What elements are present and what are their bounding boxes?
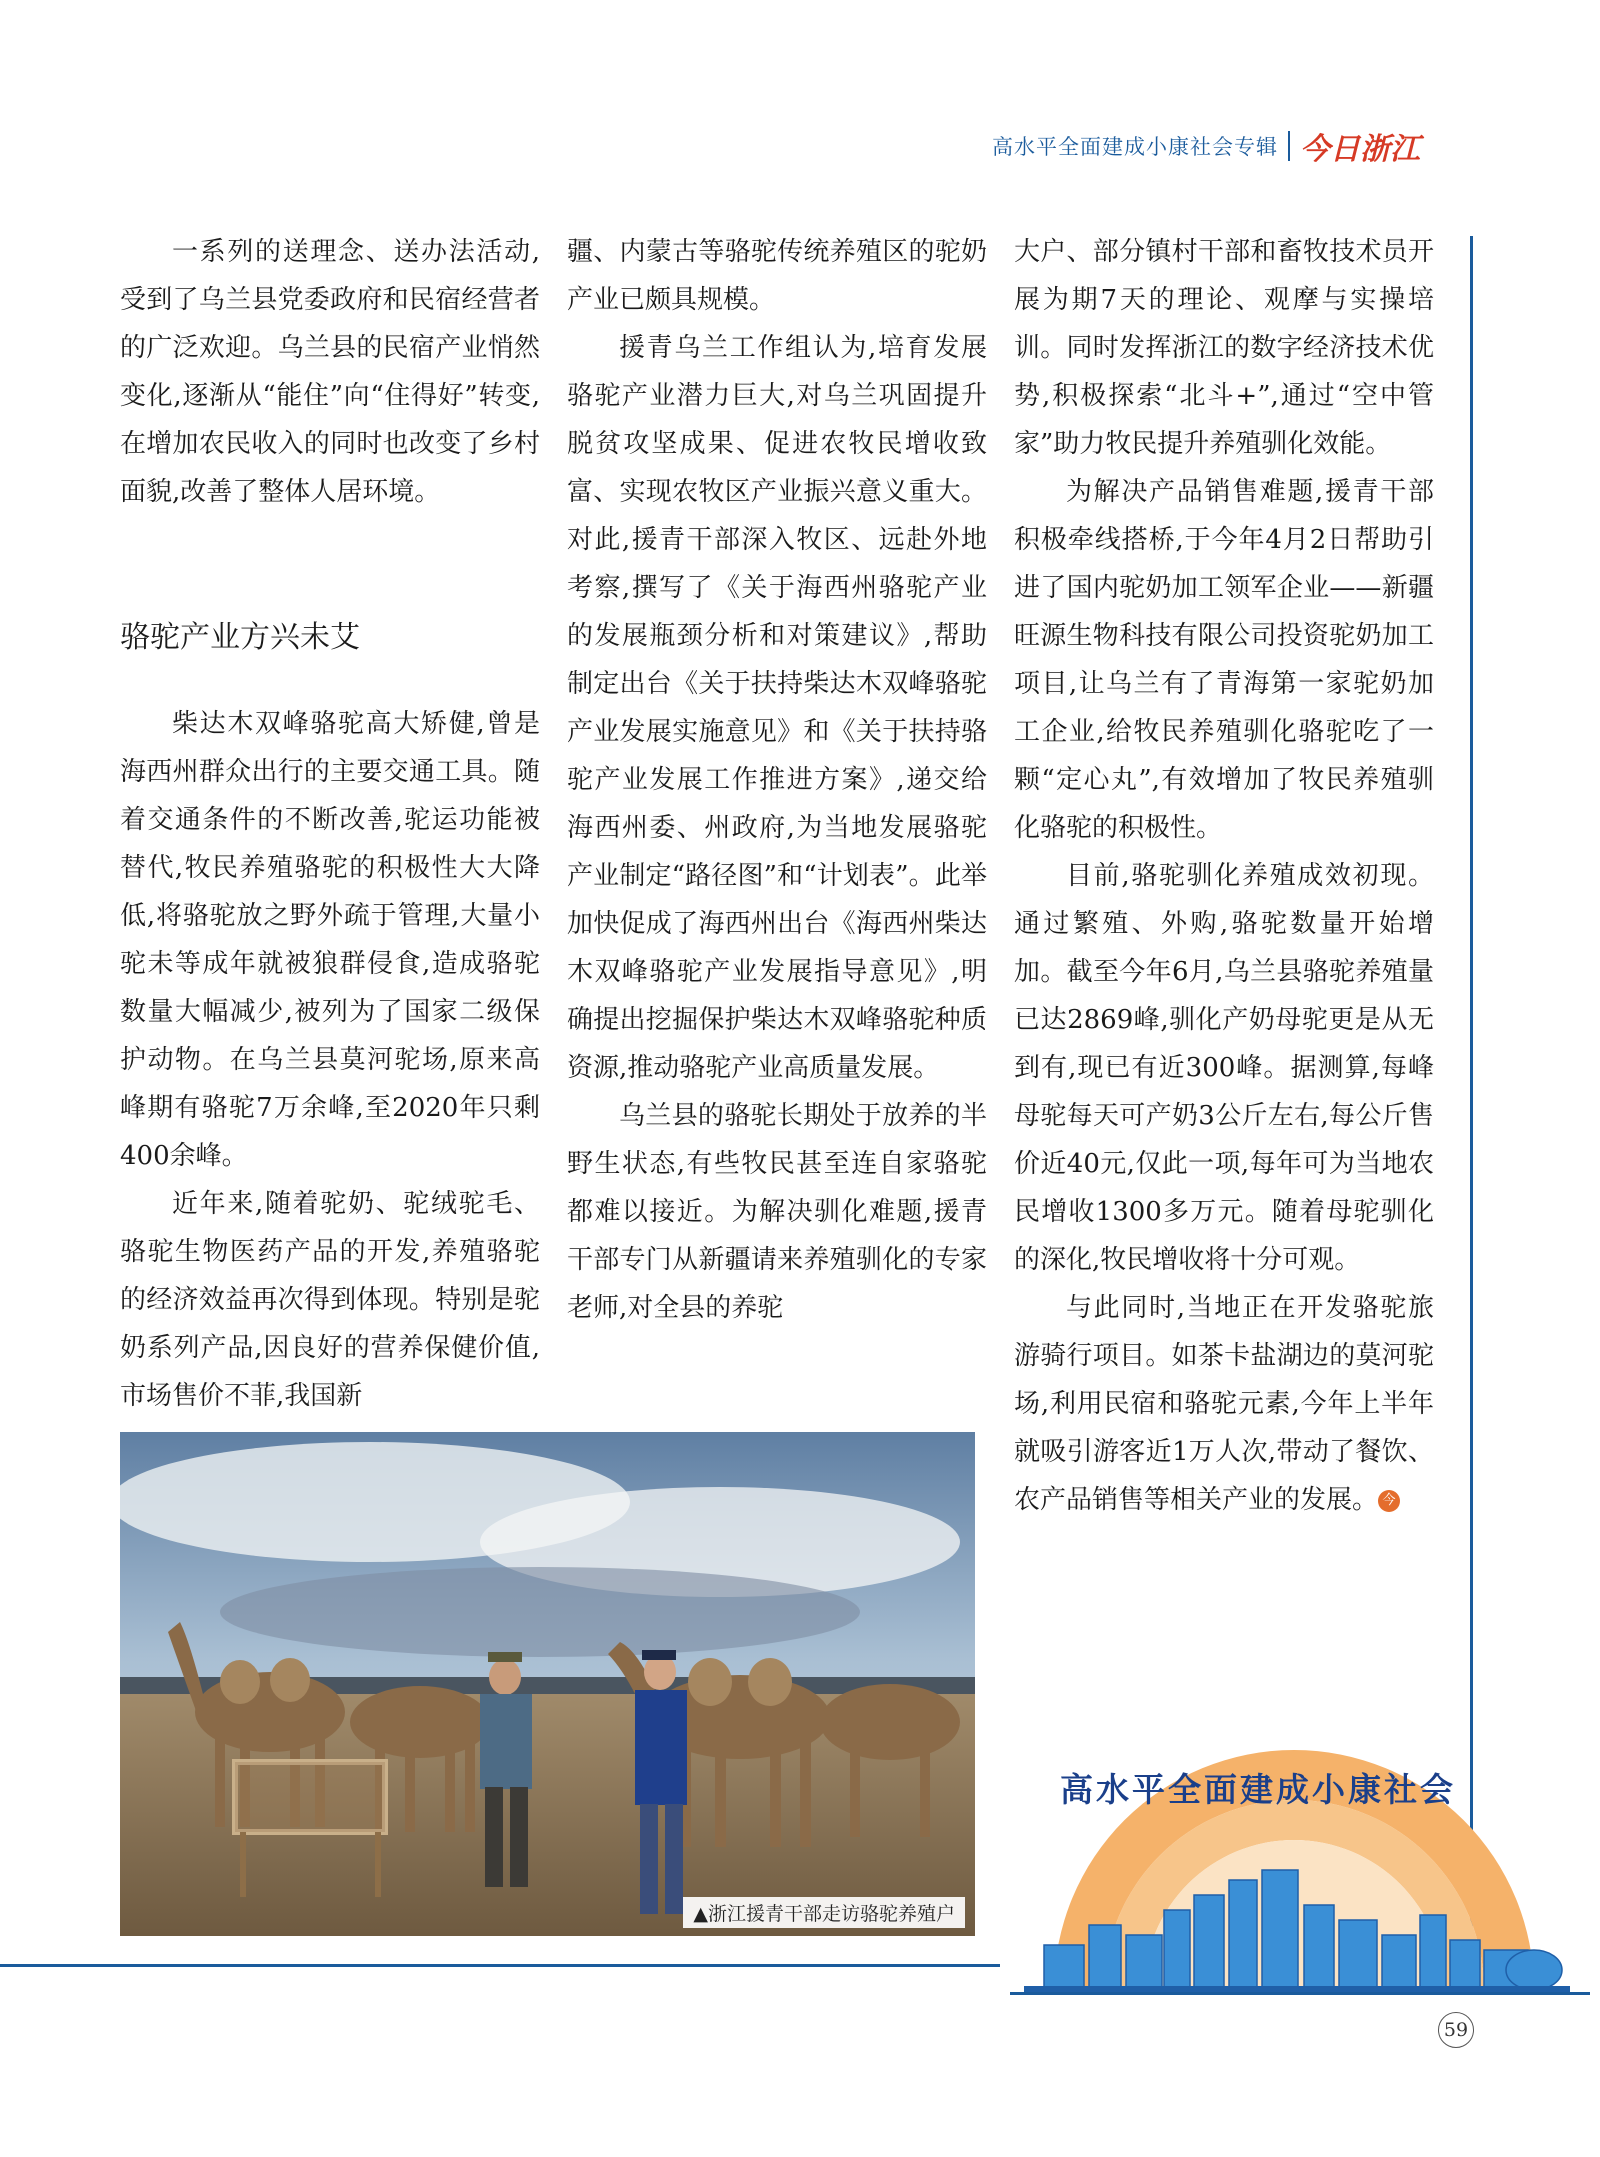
header-divider xyxy=(1288,131,1290,161)
paragraph: 目前,骆驼驯化养殖成效初现。通过繁殖、外购,骆驼数量开始增加。截至今年6月,乌兰县骆驼养殖量已达2869峰,驯化产奶母驼更是从无到有,现已有近300峰。据测算,每峰母驼每天可产奶3公斤左右,每公斤售价近40元,仅此一项,每年可为当地农民增收1300多万元。随着母驼驯化的深化,牧民增收将十分可观。 xyxy=(1014,861,1434,1275)
xiaokang-logo xyxy=(1014,1720,1580,2000)
skyline-graphic xyxy=(1014,1720,1580,2000)
paragraph: 柴达木双峰骆驼高大矫健,曾是海西州群众出行的主要交通工具。随着交通条件的不断改善,驼运功能被替代,牧民养殖骆驼的积极性大大降低,将骆驼放之野外疏于管理,大量小驼未等成年就被狼群侵食,造成骆驼数量大幅减少,被列为了国家二级保护动物。在乌兰县莫河驼场,原来高峰期有骆驼7万余峰,至2020年只剩400余峰。 xyxy=(120,709,540,1171)
column-3 xyxy=(1014,228,1434,1524)
column-1 xyxy=(120,228,540,516)
paragraph: 为解决产品销售难题,援青干部积极牵线搭桥,于今年4月2日帮助引进了国内驼奶加工领军企业——新疆旺源生物科技有限公司投资驼奶加工项目,让乌兰有了青海第一家驼奶加工企业,给牧民养殖驯化骆驼吃了一颗“定心丸”,有效增加了牧民养殖驯化骆驼的积极性。 xyxy=(1014,477,1434,843)
photo-illustration xyxy=(120,1432,975,1936)
paragraph: 一系列的送理念、送办法活动,受到了乌兰县党委政府和民宿经营者的广泛欢迎。乌兰县的民宿产业悄然变化,逐渐从“能住”向“住得好”转变,在增加农民收入的同时也改变了乡村面貌,改善了整体人居环境。 xyxy=(120,237,540,507)
paragraph: 援青乌兰工作组认为,培育发展骆驼产业潜力巨大,对乌兰巩固提升脱贫攻坚成果、促进农牧民增收致富、实现农牧区产业振兴意义重大。对此,援青干部深入牧区、远赴外地考察,撰写了《关于海西州骆驼产业的发展瓶颈分析和对策建议》,帮助制定出台《关于扶持柴达木双峰骆驼产业发展实施意见》和《关于扶持骆驼产业发展工作推进方案》,递交给海西州委、州政府,为当地发展骆驼产业制定“路径图”和“计划表”。此举加快促成了海西州出台《海西州柴达木双峰骆驼产业发展指导意见》,明确提出挖掘保护柴达木双峰骆驼种质资源,推动骆驼产业高质量发展。 xyxy=(567,333,987,1083)
paragraph: 大户、部分镇村干部和畜牧技术员开展为期7天的理论、观摩与实操培训。同时发挥浙江的数字经济技术优势,积极探索“北斗+”,通过“空中管家”助力牧民提升养殖驯化效能。 xyxy=(1014,237,1434,459)
brand-logo: 今日浙江 xyxy=(1300,132,1420,167)
series-title: 高水平全面建成小康社会专辑 xyxy=(992,135,1278,159)
column-rule xyxy=(1470,236,1473,1966)
page-header xyxy=(992,124,1420,168)
logo-title: 高水平全面建成小康社会 xyxy=(1060,1770,1456,1809)
column-1-continued xyxy=(120,700,540,1420)
paragraph: 疆、内蒙古等骆驼传统养殖区的驼奶产业已颇具规模。 xyxy=(567,237,987,315)
bottom-rule xyxy=(0,1964,1000,1967)
column-2 xyxy=(567,228,987,1332)
paragraph-last xyxy=(1014,1284,1434,1524)
paragraph-text: 与此同时,当地正在开发骆驼旅游骑行项目。如茶卡盐湖边的莫河驼场,利用民宿和骆驼元素,今年上半年就吸引游客近1万人次,带动了餐饮、农产品销售等相关产业的发展。 xyxy=(1014,1293,1434,1515)
paragraph: 近年来,随着驼奶、驼绒驼毛、骆驼生物医药产品的开发,养殖骆驼的经济效益再次得到体现。特别是驼奶系列产品,因良好的营养保健价值,市场售价不菲,我国新 xyxy=(120,1189,540,1411)
end-mark-icon: 今 xyxy=(1378,1490,1400,1512)
camel-farm-photo xyxy=(120,1432,975,1936)
section-heading: 骆驼产业方兴未艾 xyxy=(120,620,360,655)
paragraph: 乌兰县的骆驼长期处于放养的半野生状态,有些牧民甚至连自家骆驼都难以接近。为解决驯化难题,援青干部专门从新疆请来养殖驯化的专家老师,对全县的养驼 xyxy=(567,1101,987,1323)
page-number: 59 xyxy=(1438,2012,1474,2048)
photo-caption: ▲浙江援青干部走访骆驼养殖户 xyxy=(683,1897,965,1928)
